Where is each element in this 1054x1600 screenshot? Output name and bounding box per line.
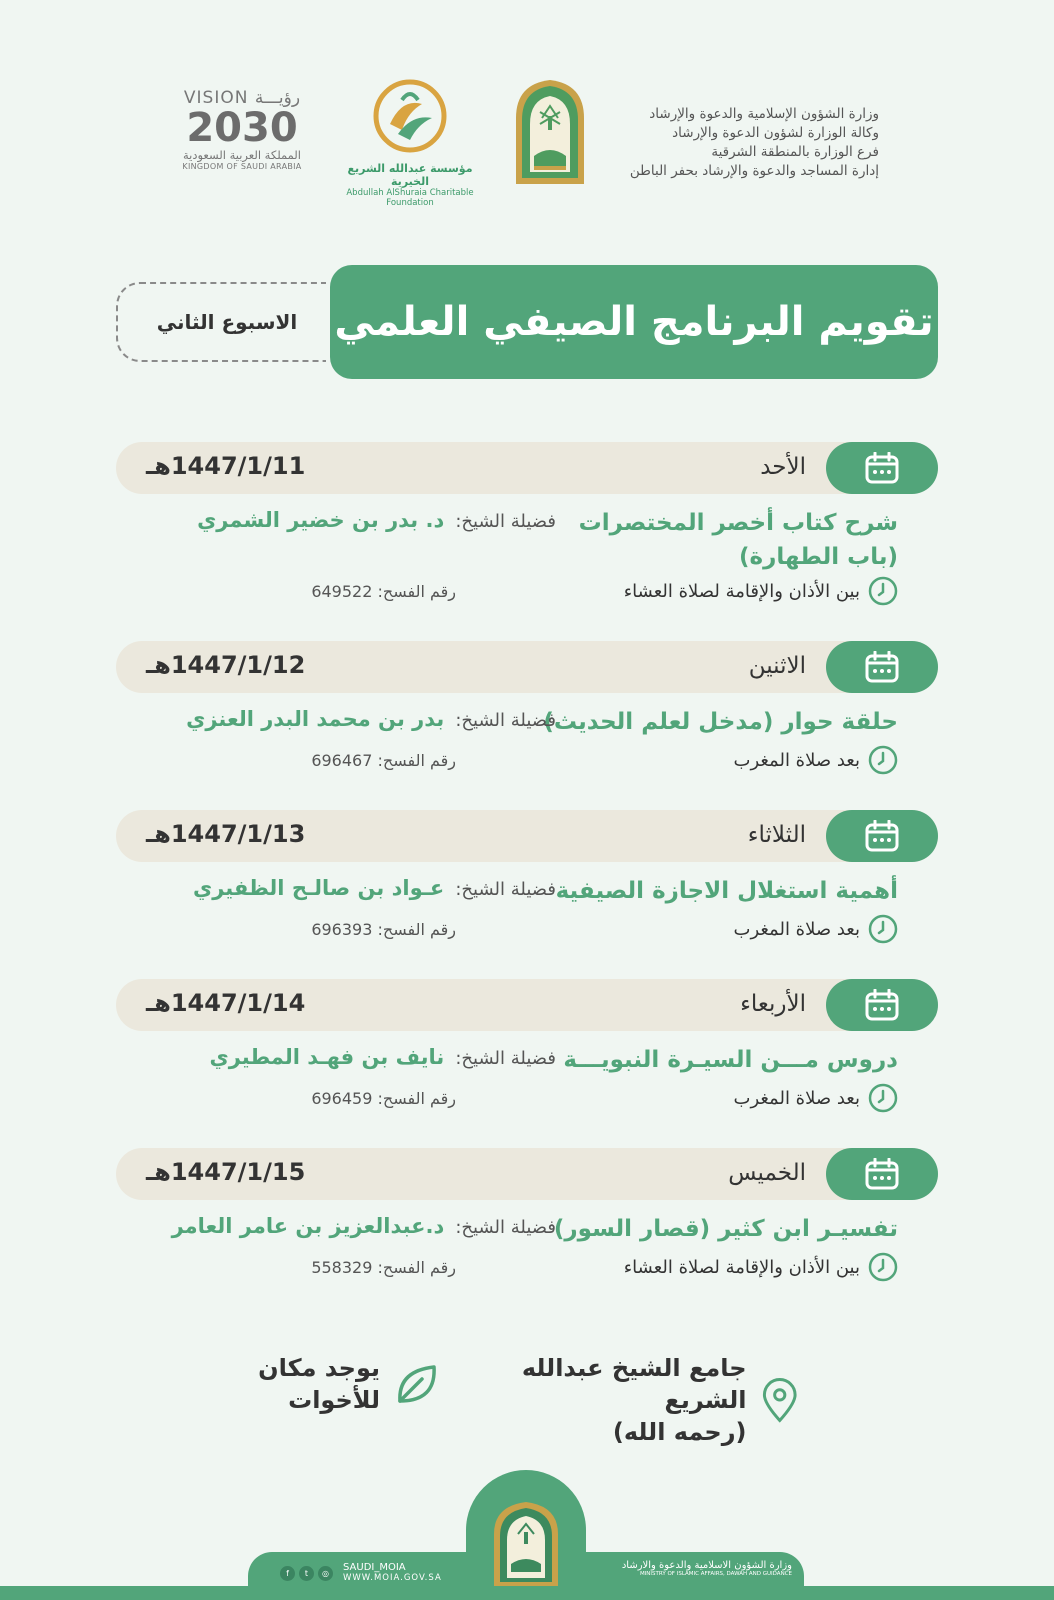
room-label: رقم الفسح: xyxy=(377,582,456,601)
timing-text: بعد صلاة المغرب xyxy=(733,749,860,771)
week-label: الاسبوع الثاني xyxy=(116,282,326,362)
footer-ministry-ar: وزارة الشؤون الاسلامية والدعوة والارشاد xyxy=(621,1560,792,1571)
room-value: 558329 xyxy=(311,1258,373,1277)
lesson-title: حلقة حوار (مدخل لعلم الحديث) xyxy=(543,709,898,735)
location-info xyxy=(478,1352,798,1448)
sheikh-name: نايف بن فهـد المطيري xyxy=(209,1045,445,1069)
foundation-name-en: Abdullah AlShuraia Charitable Foundation xyxy=(346,188,474,208)
calendar-pill xyxy=(826,810,938,862)
sheikh-name: د. بدر بن خضير الشمري xyxy=(197,508,445,532)
room-label: رقم الفسح: xyxy=(377,920,456,939)
sheikh-label: فضيلة الشيخ: xyxy=(455,879,556,900)
website-link[interactable]: WWW.MOIA.GOV.SA xyxy=(343,1573,442,1583)
calendar-icon xyxy=(865,452,899,484)
ministry-emblem-logo xyxy=(512,78,588,186)
location-text xyxy=(478,1352,747,1448)
ministry-header-text xyxy=(599,105,879,181)
lesson-timing xyxy=(538,1252,898,1282)
calendar-pill xyxy=(826,641,938,693)
footer-ministry-name xyxy=(592,1560,792,1577)
room-value: 696467 xyxy=(311,751,373,770)
twitter-icon[interactable]: t xyxy=(299,1566,314,1581)
ministry-line: وكالة الوزارة لشؤون الدعوة والإرشاد xyxy=(672,125,879,141)
day-date: 1447/1/13هـ xyxy=(146,820,306,848)
vision-label: VISION رؤيـــة xyxy=(183,88,301,108)
sheikh-label: فضيلة الشيخ: xyxy=(455,1217,556,1238)
ministry-line: فرع الوزارة بالمنطقة الشرقية xyxy=(711,144,879,160)
footer-social xyxy=(280,1562,460,1584)
room-number xyxy=(156,920,456,939)
timing-text: بين الأذان والإقامة لصلاة العشاء xyxy=(623,580,860,602)
timing-text: بعد صلاة المغرب xyxy=(733,1087,860,1109)
sisters-line: للأخوات xyxy=(288,1386,380,1414)
room-number xyxy=(156,1258,456,1277)
footer-ministry-emblem xyxy=(490,1500,562,1586)
lesson-title: شرح كتاب أخصر المختصرات (باب الطهارة) xyxy=(578,510,898,570)
footer-handles xyxy=(343,1562,442,1584)
lesson-timing xyxy=(538,576,898,606)
sheikh-info xyxy=(156,876,556,900)
clock-icon xyxy=(868,745,898,775)
foundation-name-ar: مؤسسة عبدالله الشريع الخيرية xyxy=(347,162,473,188)
vision-country-ar: المملكة العربية السعودية xyxy=(183,148,301,162)
leaf-icon xyxy=(394,1361,440,1407)
location-name: جامع الشيخ عبدالله الشريع xyxy=(521,1354,747,1414)
day-date: 1447/1/15هـ xyxy=(146,1158,306,1186)
lesson-title: تفسيـر ابن كثير (قصار السور) xyxy=(553,1216,898,1242)
day-name: الاثنين xyxy=(748,653,806,679)
day-date: 1447/1/14هـ xyxy=(146,989,306,1017)
sisters-info xyxy=(240,1352,440,1416)
day-date: 1447/1/12هـ xyxy=(146,651,306,679)
facebook-icon[interactable]: f xyxy=(280,1566,295,1581)
timing-text: بعد صلاة المغرب xyxy=(733,918,860,940)
clock-icon xyxy=(868,914,898,944)
ministry-line: إدارة المساجد والدعوة والإرشاد بحفر الباطن xyxy=(629,163,879,179)
day-name: الخميس xyxy=(728,1160,806,1186)
instagram-icon[interactable]: ◎ xyxy=(318,1566,333,1581)
room-value: 696459 xyxy=(311,1089,373,1108)
ministry-line: وزارة الشؤون الإسلامية والدعوة والإرشاد xyxy=(649,106,879,122)
lesson-timing xyxy=(538,745,898,775)
room-label: رقم الفسح: xyxy=(377,1258,456,1277)
room-label: رقم الفسح: xyxy=(377,1089,456,1108)
calendar-icon xyxy=(865,820,899,852)
clock-icon xyxy=(868,1083,898,1113)
calendar-icon xyxy=(865,989,899,1021)
day-row-thursday xyxy=(116,1148,938,1288)
calendar-pill xyxy=(826,1148,938,1200)
sheikh-name: د.عبدالعزيز بن عامر العامر xyxy=(171,1214,445,1238)
day-name: الثلاثاء xyxy=(747,822,806,848)
day-row-tuesday xyxy=(116,810,938,950)
sisters-text xyxy=(258,1352,380,1416)
sheikh-name: عـواد بن صالـح الظفيري xyxy=(192,876,445,900)
clock-icon xyxy=(868,576,898,606)
sisters-line: يوجد مكان xyxy=(258,1354,380,1382)
sheikh-info xyxy=(156,508,556,532)
page-title: تقويم البرنامج الصيفي العلمي xyxy=(330,265,938,379)
calendar-pill xyxy=(826,442,938,494)
sheikh-info xyxy=(156,1045,556,1069)
clock-icon xyxy=(868,1252,898,1282)
foundation-emblem xyxy=(372,78,448,154)
room-number xyxy=(156,751,456,770)
sheikh-name: بدر بن محمد البدر العنزي xyxy=(186,707,445,731)
lesson-title: دروس مـــن السيـرة النبويـــة xyxy=(563,1047,898,1073)
sheikh-label: فضيلة الشيخ: xyxy=(455,511,556,532)
foundation-logo xyxy=(330,78,490,208)
sheikh-label: فضيلة الشيخ: xyxy=(455,710,556,731)
social-handle[interactable]: SAUDI_MOIA xyxy=(343,1562,406,1573)
day-row-wednesday xyxy=(116,979,938,1119)
vision-year: 2030 xyxy=(186,105,298,151)
room-number xyxy=(156,1089,456,1108)
sheikh-info xyxy=(156,1214,556,1238)
sheikh-info xyxy=(156,707,556,731)
vision-2030-logo xyxy=(172,88,312,188)
room-number xyxy=(156,582,456,601)
room-value: 649522 xyxy=(311,582,373,601)
sheikh-label: فضيلة الشيخ: xyxy=(455,1048,556,1069)
map-pin-icon xyxy=(761,1374,799,1426)
day-name: الأحد xyxy=(760,454,806,480)
day-name: الأربعاء xyxy=(740,991,806,1017)
calendar-icon xyxy=(865,1158,899,1190)
room-label: رقم الفسح: xyxy=(377,751,456,770)
vision-country-en: KINGDOM OF SAUDI ARABIA xyxy=(182,162,302,171)
lesson-timing xyxy=(538,914,898,944)
day-date: 1447/1/11هـ xyxy=(146,452,306,480)
day-row-monday xyxy=(116,641,938,781)
footer-ministry-en: MINISTRY OF ISLAMIC AFFAIRS, DAWAH AND GUIDANCE xyxy=(639,1571,792,1577)
lesson-timing xyxy=(538,1083,898,1113)
location-note: (رحمه الله) xyxy=(612,1418,747,1446)
room-value: 696393 xyxy=(311,920,373,939)
lesson-title: أهمية استغلال الاجازة الصيفية xyxy=(555,878,898,904)
calendar-icon xyxy=(865,651,899,683)
calendar-pill xyxy=(826,979,938,1031)
timing-text: بين الأذان والإقامة لصلاة العشاء xyxy=(623,1256,860,1278)
day-row-sunday xyxy=(116,442,938,612)
